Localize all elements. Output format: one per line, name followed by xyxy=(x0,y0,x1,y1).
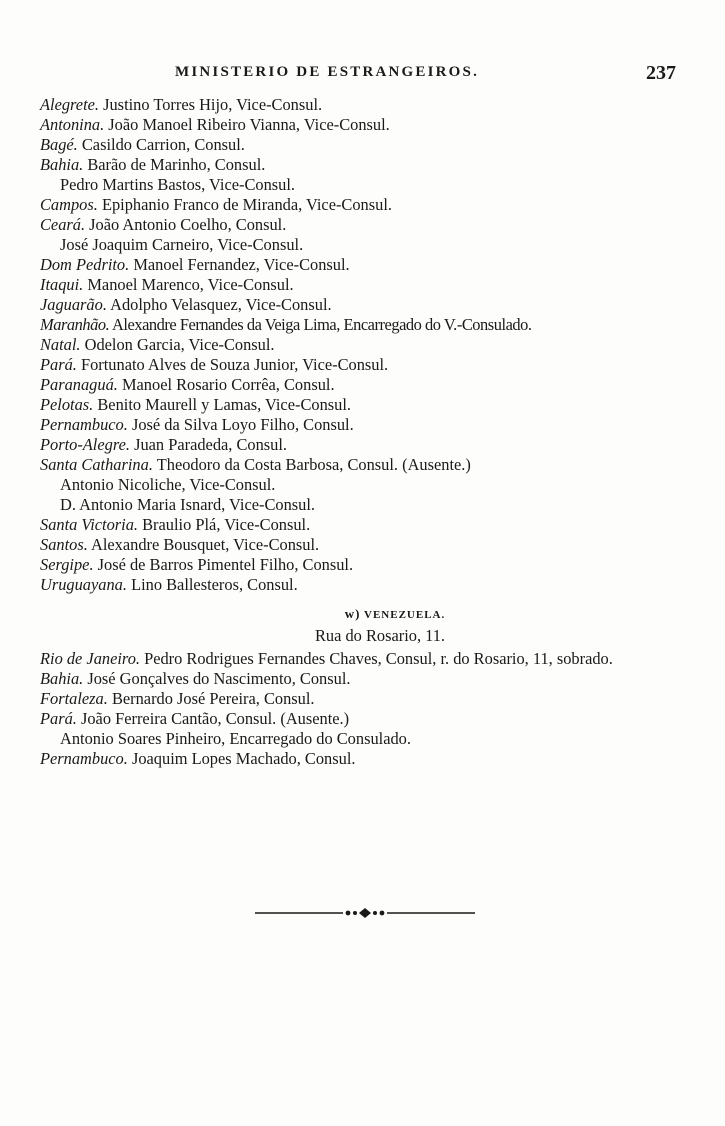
consular-list xyxy=(40,95,690,769)
entry-place: Pará. xyxy=(40,709,77,728)
entry-place: Bagé. xyxy=(40,135,78,154)
list-entry xyxy=(40,315,690,335)
ornament-rule xyxy=(255,905,475,921)
entries-group-b xyxy=(40,649,690,769)
entry-text: Braulio Plá, Vice-Consul. xyxy=(138,515,311,534)
list-entry xyxy=(40,375,690,395)
running-head-title: MINISTERIO DE ESTRANGEIROS. xyxy=(175,64,480,80)
entry-text: Odelon Garcia, Vice-Consul. xyxy=(80,335,275,354)
entry-text: Barão de Marinho, Consul. xyxy=(83,155,266,174)
entry-text: Benito Maurell y Lamas, Vice-Consul. xyxy=(93,395,351,414)
section-title: VENEZUELA. xyxy=(364,609,446,621)
list-entry-continuation xyxy=(40,235,690,255)
entry-text: João Antonio Coelho, Consul. xyxy=(85,215,287,234)
entry-place: Santos. xyxy=(40,535,88,554)
entry-text: Joaquim Lopes Machado, Consul. xyxy=(127,749,356,768)
entry-place: Antonina. xyxy=(40,115,105,134)
entry-text: Theodoro da Costa Barbosa, Consul. (Ausente.) xyxy=(152,455,471,474)
entry-text: Alexandre Fernandes da Veiga Lima, Encarregado do V.-Consulado. xyxy=(109,315,532,334)
section-marker: w) xyxy=(344,606,361,621)
list-entry xyxy=(40,455,690,475)
entry-place: Rio de Janeiro. xyxy=(40,649,140,668)
entry-text: Epiphanio Franco de Miranda, Vice-Consul. xyxy=(97,195,392,214)
section-heading xyxy=(40,603,690,625)
entry-text: Antonio Nicoliche, Vice-Consul. xyxy=(60,475,276,494)
entry-place: Alegrete. xyxy=(40,95,100,114)
list-entry xyxy=(40,435,690,455)
entry-place: Pernambuco. xyxy=(40,415,128,434)
entry-text: José Joaquim Carneiro, Vice-Consul. xyxy=(60,235,304,254)
entry-place: Ceará. xyxy=(40,215,86,234)
list-entry xyxy=(40,275,690,295)
list-entry xyxy=(40,115,690,135)
list-entry xyxy=(40,215,690,235)
list-entry-continuation xyxy=(40,475,690,495)
entry-text: Manoel Marenco, Vice-Consul. xyxy=(83,275,294,294)
entry-text: José Gonçalves do Nascimento, Consul. xyxy=(83,669,351,688)
entry-place: Dom Pedrito. xyxy=(40,255,130,274)
entry-place: Fortaleza. xyxy=(40,689,108,708)
entry-place: Santa Victoria. xyxy=(40,515,139,534)
list-entry xyxy=(40,335,690,355)
list-entry-continuation xyxy=(40,175,690,195)
list-entry xyxy=(40,155,690,175)
entry-text: Antonio Soares Pinheiro, Encarregado do Consulado. xyxy=(60,729,411,748)
entry-place: Itaqui. xyxy=(40,275,84,294)
list-entry xyxy=(40,255,690,275)
entry-place: Pará. xyxy=(40,355,77,374)
list-entry xyxy=(40,515,690,535)
section-address: Rua do Rosario, 11. xyxy=(314,626,446,645)
list-entry xyxy=(40,395,690,415)
list-entry xyxy=(40,575,690,595)
entry-place: Bahia. xyxy=(40,669,84,688)
entry-text: João Ferreira Cantão, Consul. (Ausente.) xyxy=(76,709,350,728)
entry-place: Sergipe. xyxy=(40,555,94,574)
list-entry xyxy=(40,689,690,709)
entry-text: Bernardo José Pereira, Consul. xyxy=(107,689,315,708)
list-entry xyxy=(40,669,690,689)
list-entry-continuation xyxy=(40,495,690,515)
entry-place: Pernambuco. xyxy=(40,749,128,768)
entry-place: Maranhão. xyxy=(40,315,110,334)
entry-place: Pelotas. xyxy=(40,395,94,414)
entry-text: José de Barros Pimentel Filho, Consul. xyxy=(93,555,354,574)
list-entry xyxy=(40,135,690,155)
list-entry xyxy=(40,95,690,115)
list-entry xyxy=(40,355,690,375)
list-entry xyxy=(40,535,690,555)
entry-place: Uruguayana. xyxy=(40,575,127,594)
list-entry xyxy=(40,555,690,575)
entry-place: Porto-Alegre. xyxy=(40,435,130,454)
entries-group-a xyxy=(40,95,690,595)
page-number: 237 xyxy=(646,62,676,84)
entry-text: Fortunato Alves de Souza Junior, Vice-Consul. xyxy=(76,355,389,374)
list-entry xyxy=(40,649,690,669)
entry-text: Manoel Rosario Corrêa, Consul. xyxy=(117,375,335,394)
entry-text: José da Silva Loyo Filho, Consul. xyxy=(127,415,354,434)
entry-place: Paranaguá. xyxy=(40,375,118,394)
running-head xyxy=(0,60,725,90)
entry-place: Santa Catharina. xyxy=(40,455,153,474)
entry-text: Alexandre Bousquet, Vice-Consul. xyxy=(87,535,320,554)
entry-text: D. Antonio Maria Isnard, Vice-Consul. xyxy=(60,495,316,514)
list-entry-continuation xyxy=(40,729,690,749)
entry-text: Pedro Rodrigues Fernandes Chaves, Consul, r. do Rosario, 11, sobrado. xyxy=(139,649,613,668)
entry-text: Juan Paradeda, Consul. xyxy=(129,435,288,454)
entry-place: Jaguarão. xyxy=(40,295,107,314)
list-entry xyxy=(40,295,690,315)
entry-text: Casildo Carrion, Consul. xyxy=(77,135,245,154)
entry-text: Lino Ballesteros, Consul. xyxy=(126,575,298,594)
entry-place: Campos. xyxy=(40,195,98,214)
entry-place: Natal. xyxy=(40,335,81,354)
list-entry xyxy=(40,709,690,729)
list-entry xyxy=(40,749,690,769)
entry-text: Adolpho Velasquez, Vice-Consul. xyxy=(106,295,332,314)
entry-place: Bahia. xyxy=(40,155,84,174)
entry-text: Justino Torres Hijo, Vice-Consul. xyxy=(99,95,323,114)
entry-text: João Manoel Ribeiro Vianna, Vice-Consul. xyxy=(104,115,390,134)
entry-text: Manoel Fernandez, Vice-Consul. xyxy=(129,255,350,274)
entry-text: Pedro Martins Bastos, Vice-Consul. xyxy=(60,175,295,194)
list-entry xyxy=(40,415,690,435)
list-entry xyxy=(40,195,690,215)
